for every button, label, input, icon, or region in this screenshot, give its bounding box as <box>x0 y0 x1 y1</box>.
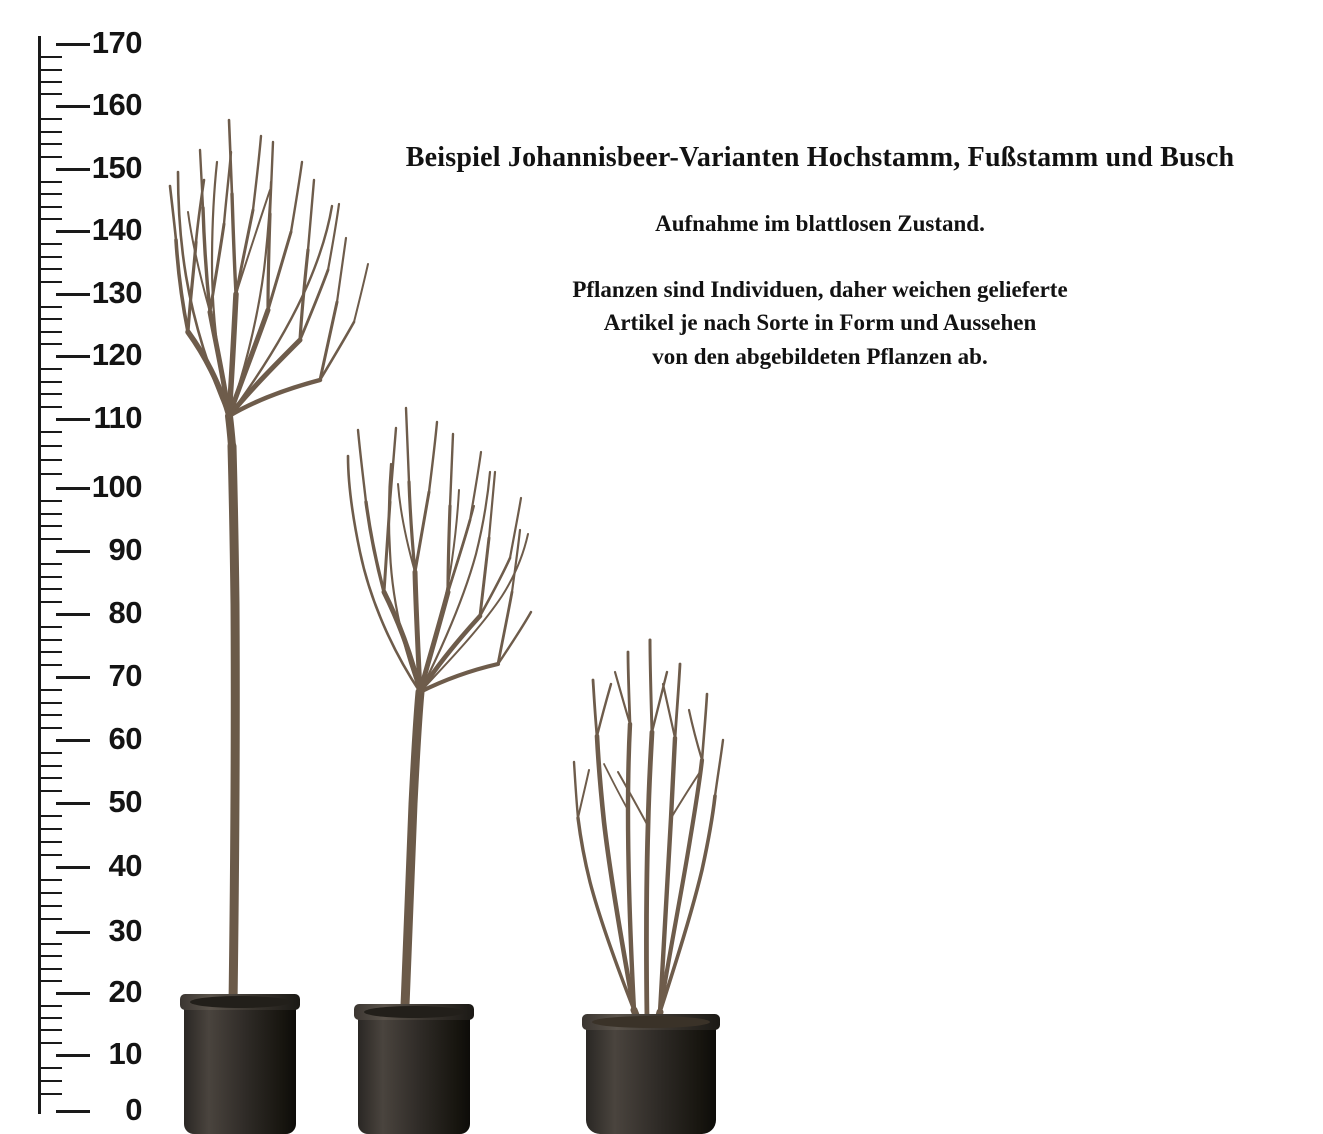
ruler-label-100: 100 <box>91 469 142 504</box>
ruler-minor-tick <box>40 576 62 578</box>
ruler-minor-tick <box>40 854 62 856</box>
ruler-minor-tick <box>40 513 62 515</box>
ruler-minor-tick <box>40 343 62 345</box>
ruler-minor-tick <box>40 1080 62 1082</box>
ruler-minor-tick <box>40 815 62 817</box>
ruler-label-160: 160 <box>91 87 142 122</box>
ruler-minor-tick <box>40 1005 62 1007</box>
ruler-minor-tick <box>40 256 62 258</box>
ruler-label-0: 0 <box>125 1092 142 1127</box>
ruler-minor-tick <box>40 318 62 320</box>
ruler-minor-tick <box>40 639 62 641</box>
pot-fussstamm <box>358 1004 470 1134</box>
ruler-minor-tick <box>40 777 62 779</box>
ruler-label-120: 120 <box>91 337 142 372</box>
pot-busch <box>586 1014 716 1134</box>
ruler-minor-tick <box>40 381 62 383</box>
ruler-minor-tick <box>40 156 62 158</box>
ruler-minor-tick <box>40 689 62 691</box>
ruler-minor-tick <box>40 143 62 145</box>
pot-soil <box>364 1006 464 1018</box>
ruler-label-170: 170 <box>91 25 142 60</box>
ruler-minor-tick <box>40 651 62 653</box>
ruler-minor-tick <box>40 181 62 183</box>
ruler-minor-tick <box>40 193 62 195</box>
ruler-minor-tick <box>40 538 62 540</box>
ruler-minor-tick <box>40 968 62 970</box>
ruler-minor-tick <box>40 81 62 83</box>
ruler-label-150: 150 <box>91 150 142 185</box>
ruler-minor-tick <box>40 828 62 830</box>
ruler-label-70: 70 <box>108 658 142 693</box>
ruler-label-110: 110 <box>93 400 142 435</box>
ruler-minor-tick <box>40 892 62 894</box>
ruler-label-10: 10 <box>108 1036 142 1071</box>
ruler-minor-tick <box>40 752 62 754</box>
ruler-minor-tick <box>40 131 62 133</box>
ruler-minor-tick <box>40 588 62 590</box>
ruler-minor-tick <box>40 626 62 628</box>
caption-disclaimer-line-1: Pflanzen sind Individuen, daher weichen gelieferte <box>572 277 1068 302</box>
ruler-minor-tick <box>40 243 62 245</box>
caption-disclaimer-line-2: Artikel je nach Sorte in Form und Aussehen <box>603 310 1037 336</box>
ruler-minor-tick <box>40 601 62 603</box>
ruler-minor-tick <box>40 406 62 408</box>
ruler-minor-tick <box>40 56 62 58</box>
caption-title: Beispiel Johannisbeer-Varianten Hochstamm, Fußstamm und Busch <box>405 142 1235 173</box>
ruler-minor-tick <box>40 268 62 270</box>
ruler-minor-tick <box>40 1093 62 1095</box>
ruler-minor-tick <box>40 918 62 920</box>
ruler-minor-tick <box>40 955 62 957</box>
ruler-minor-tick <box>40 790 62 792</box>
pot-hochstamm <box>184 994 296 1134</box>
ruler-minor-tick <box>40 563 62 565</box>
ruler-minor-tick <box>40 393 62 395</box>
ruler-label-40: 40 <box>108 848 142 883</box>
ruler-minor-tick <box>40 1067 62 1069</box>
busch-branches <box>560 44 860 1134</box>
ruler-minor-tick <box>40 727 62 729</box>
measuring-ruler <box>0 0 160 1134</box>
ruler-label-80: 80 <box>108 595 142 630</box>
ruler-minor-tick <box>40 714 62 716</box>
caption-subtitle: Aufnahme im blattlosen Zustand. <box>655 211 985 236</box>
ruler-minor-tick <box>40 500 62 502</box>
ruler-minor-tick <box>40 702 62 704</box>
ruler-minor-tick <box>40 445 62 447</box>
ruler-minor-tick <box>40 218 62 220</box>
ruler-minor-tick <box>40 69 62 71</box>
pot-soil <box>190 996 290 1008</box>
ruler-label-50: 50 <box>108 784 142 819</box>
ruler-minor-tick <box>40 841 62 843</box>
ruler-minor-tick <box>40 368 62 370</box>
ruler-minor-tick <box>40 905 62 907</box>
ruler-minor-tick <box>40 206 62 208</box>
ruler-minor-tick <box>40 473 62 475</box>
ruler-minor-tick <box>40 1017 62 1019</box>
ruler-minor-tick <box>40 664 62 666</box>
ruler-minor-tick <box>40 306 62 308</box>
ruler-minor-tick <box>40 281 62 283</box>
ruler-minor-tick <box>40 1042 62 1044</box>
plant-busch <box>560 44 860 1134</box>
ruler-minor-tick <box>40 980 62 982</box>
ruler-minor-tick <box>40 459 62 461</box>
ruler-label-60: 60 <box>108 721 142 756</box>
ruler-label-90: 90 <box>108 532 142 567</box>
ruler-minor-tick <box>40 93 62 95</box>
ruler-minor-tick <box>40 331 62 333</box>
ruler-minor-tick <box>40 431 62 433</box>
ruler-label-30: 30 <box>108 913 142 948</box>
ruler-spine <box>38 36 41 1114</box>
caption-disclaimer-line-3: von den abgebildeten Pflanzen ab. <box>652 343 988 369</box>
ruler-minor-tick <box>40 879 62 881</box>
pot-soil <box>592 1016 710 1028</box>
ruler-label-130: 130 <box>91 275 142 310</box>
ruler-minor-tick <box>40 118 62 120</box>
ruler-label-140: 140 <box>91 212 142 247</box>
ruler-minor-tick <box>40 943 62 945</box>
ruler-label-20: 20 <box>108 974 142 1009</box>
plant-stage <box>150 0 1323 1134</box>
ruler-minor-tick <box>40 525 62 527</box>
ruler-minor-tick <box>40 1029 62 1031</box>
ruler-minor-tick <box>40 765 62 767</box>
